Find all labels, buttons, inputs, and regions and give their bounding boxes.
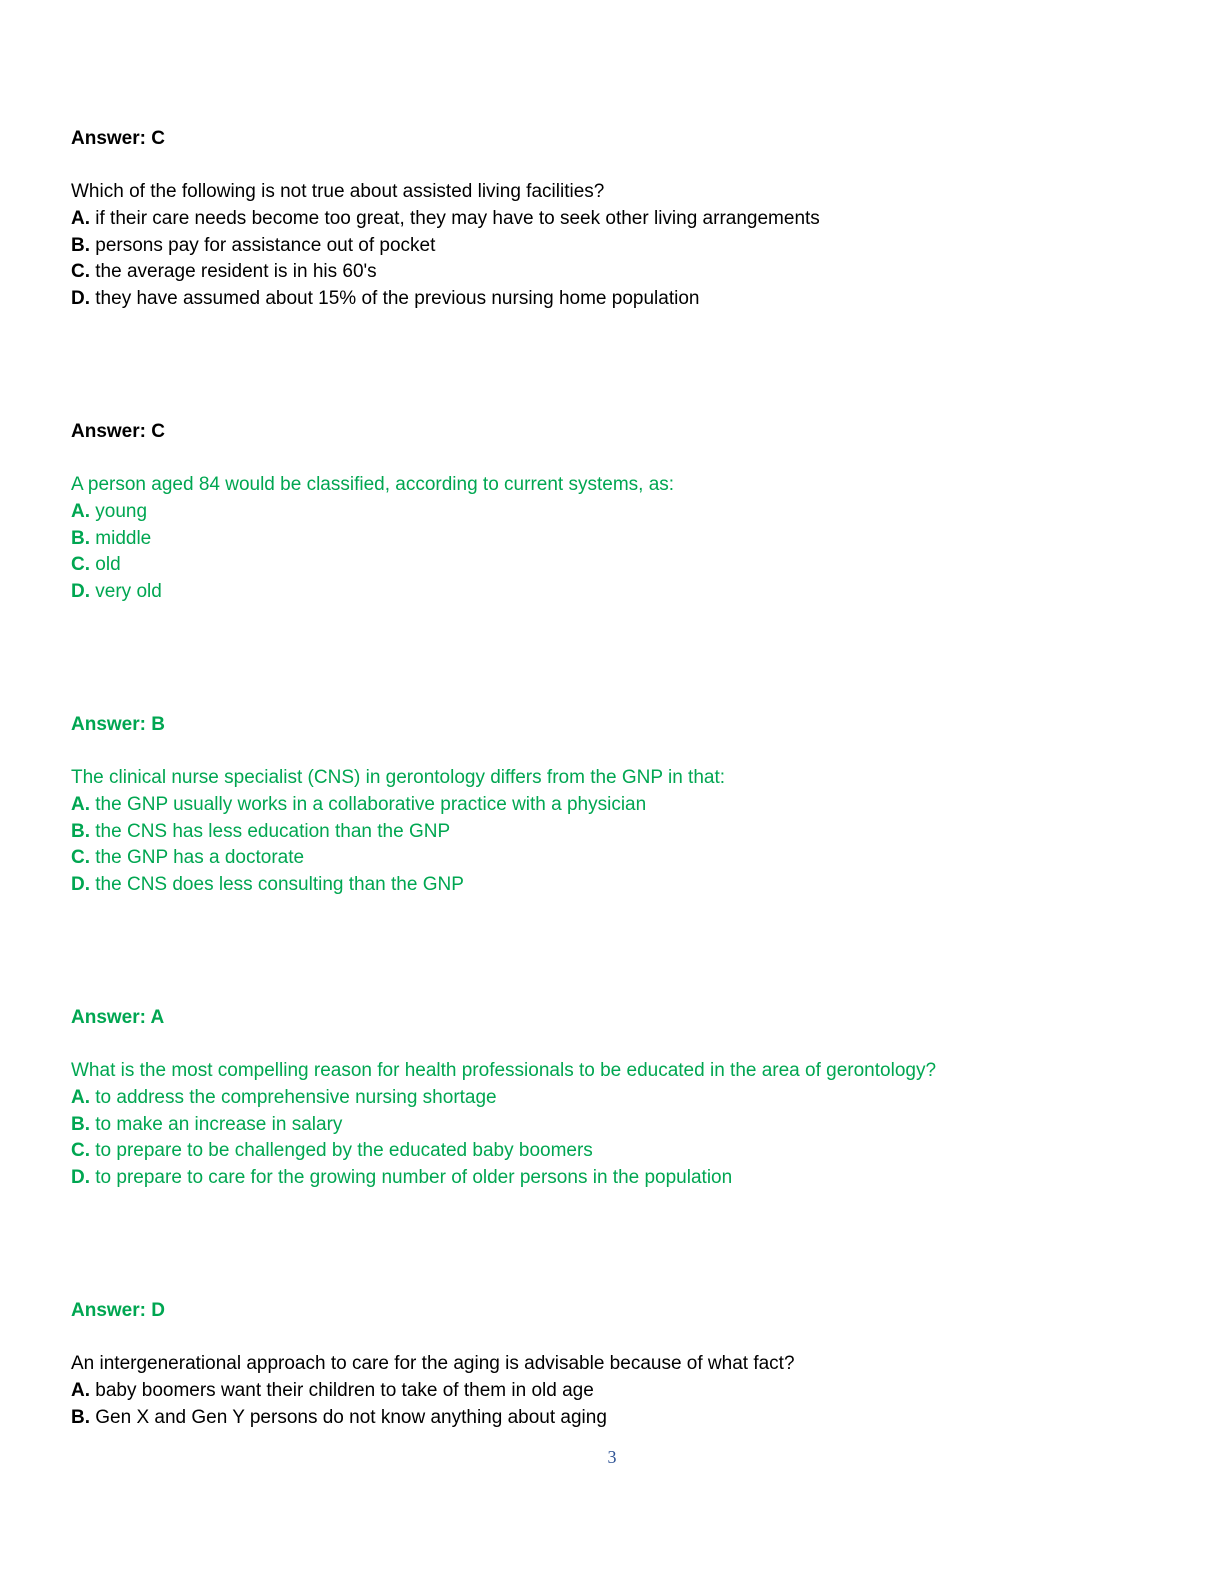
option-d bbox=[71, 1165, 936, 1192]
option-d bbox=[71, 579, 674, 606]
option-text: middle bbox=[90, 527, 152, 549]
question-text: Which of the following is not true about assisted living facilities? bbox=[71, 181, 605, 202]
option-b bbox=[71, 526, 674, 553]
option-letter: B. bbox=[71, 234, 90, 256]
option-text: young bbox=[90, 500, 148, 522]
option-letter: C. bbox=[71, 847, 90, 869]
option-letter: A. bbox=[71, 1086, 90, 1108]
option-a bbox=[71, 1085, 936, 1112]
option-letter: C. bbox=[71, 554, 90, 576]
option-b bbox=[71, 1112, 936, 1139]
option-c bbox=[71, 845, 725, 872]
option-c bbox=[71, 1138, 936, 1165]
option-letter: B. bbox=[71, 527, 90, 549]
question-text: The clinical nurse specialist (CNS) in gerontology differs from the GNP in that: bbox=[71, 767, 726, 788]
option-text: the CNS does less consulting than the GNP bbox=[90, 874, 464, 896]
question-text: A person aged 84 would be classified, according to current systems, as: bbox=[71, 474, 675, 495]
option-letter: D. bbox=[71, 288, 90, 310]
qa-block-4 bbox=[71, 1005, 936, 1192]
option-letter: D. bbox=[71, 874, 90, 896]
option-letter: D. bbox=[71, 581, 90, 603]
option-text: old bbox=[90, 554, 121, 576]
option-b bbox=[71, 819, 725, 846]
question-text: What is the most compelling reason for health professionals to be educated in the area of gerontology? bbox=[71, 1060, 937, 1081]
option-b bbox=[71, 233, 820, 260]
option-letter: D. bbox=[71, 1167, 90, 1189]
answer-label: Answer: C bbox=[71, 421, 165, 442]
option-a bbox=[71, 792, 725, 819]
answer-label: Answer: A bbox=[71, 1007, 165, 1028]
qa-block-3 bbox=[71, 712, 725, 899]
option-text: to address the comprehensive nursing shortage bbox=[90, 1086, 497, 1108]
question-text: An intergenerational approach to care for the aging is advisable because of what fact? bbox=[71, 1353, 795, 1374]
answer-label: Answer: D bbox=[71, 1300, 165, 1321]
option-letter: C. bbox=[71, 1140, 90, 1162]
option-text: if their care needs become too great, they may have to seek other living arrangements bbox=[90, 207, 820, 229]
qa-block-1 bbox=[71, 126, 820, 313]
option-letter: B. bbox=[71, 820, 90, 842]
page-number: 3 bbox=[607, 1447, 617, 1467]
option-letter: A. bbox=[71, 500, 90, 522]
option-text: baby boomers want their children to take of them in old age bbox=[90, 1379, 594, 1401]
option-text: the CNS has less education than the GNP bbox=[90, 820, 451, 842]
option-b bbox=[71, 1405, 795, 1432]
option-text: the GNP has a doctorate bbox=[90, 847, 305, 869]
option-text: the GNP usually works in a collaborative practice with a physician bbox=[90, 793, 647, 815]
qa-block-5 bbox=[71, 1298, 795, 1431]
option-a bbox=[71, 206, 820, 233]
option-d bbox=[71, 872, 725, 899]
option-letter: B. bbox=[71, 1406, 90, 1428]
option-text: to make an increase in salary bbox=[90, 1113, 343, 1135]
option-text: Gen X and Gen Y persons do not know anything about aging bbox=[90, 1406, 607, 1428]
option-c bbox=[71, 552, 674, 579]
option-letter: C. bbox=[71, 261, 90, 283]
option-c bbox=[71, 259, 820, 286]
option-text: the average resident is in his 60's bbox=[90, 261, 377, 283]
option-letter: A. bbox=[71, 793, 90, 815]
option-a bbox=[71, 499, 674, 526]
option-d bbox=[71, 286, 820, 313]
option-letter: A. bbox=[71, 207, 90, 229]
option-text: persons pay for assistance out of pocket bbox=[90, 234, 436, 256]
option-a bbox=[71, 1378, 795, 1405]
option-text: to prepare to be challenged by the educated baby boomers bbox=[90, 1140, 593, 1162]
option-text: very old bbox=[90, 581, 162, 603]
answer-label: Answer: B bbox=[71, 714, 165, 735]
option-letter: A. bbox=[71, 1379, 90, 1401]
qa-block-2 bbox=[71, 419, 674, 606]
answer-label: Answer: C bbox=[71, 128, 165, 149]
option-text: they have assumed about 15% of the previous nursing home population bbox=[90, 288, 700, 310]
option-text: to prepare to care for the growing number of older persons in the population bbox=[90, 1167, 733, 1189]
option-letter: B. bbox=[71, 1113, 90, 1135]
